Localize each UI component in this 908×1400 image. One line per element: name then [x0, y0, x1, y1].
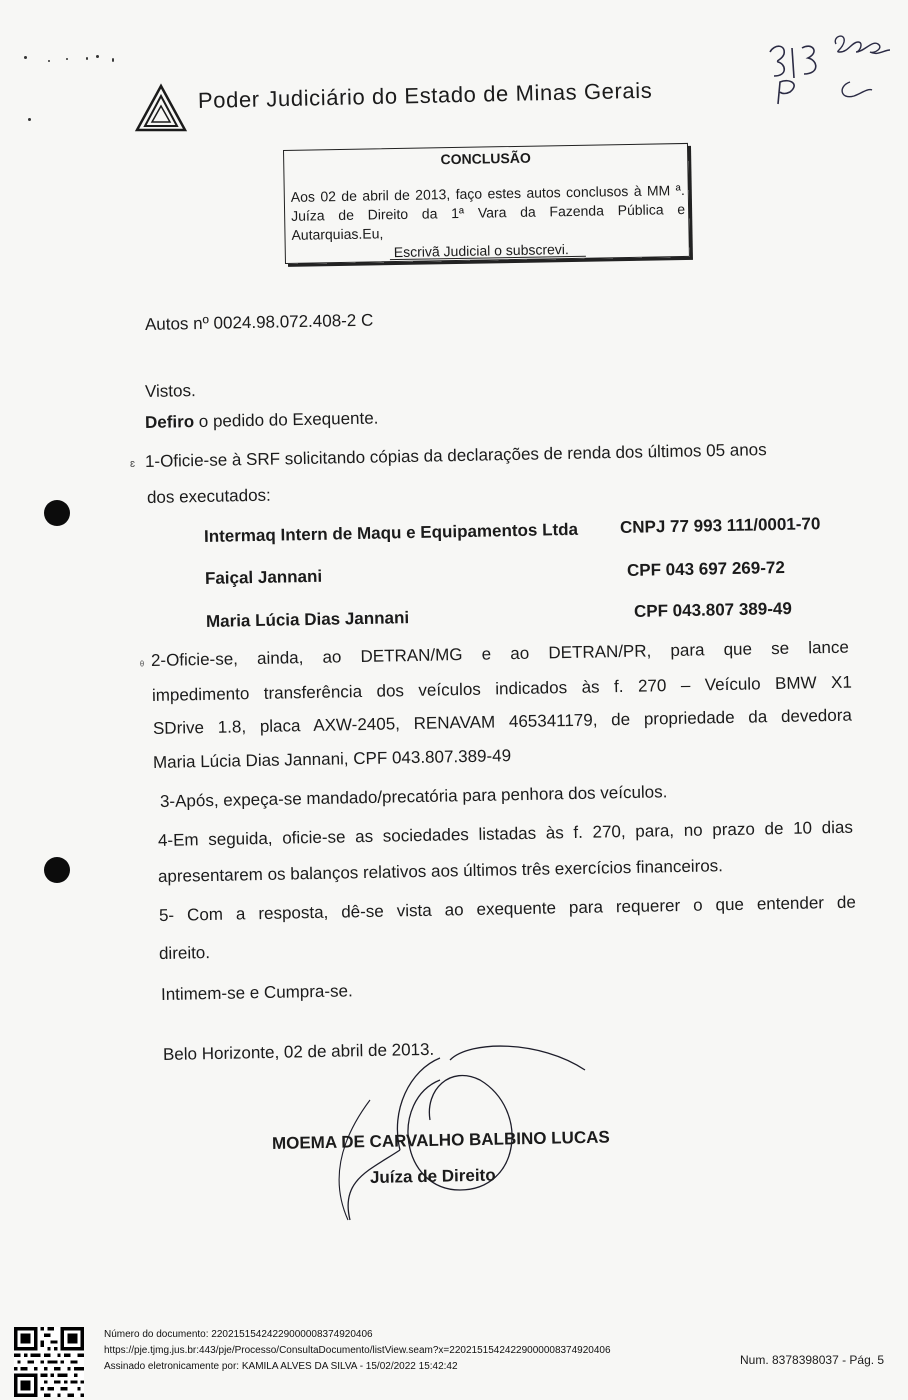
- place-date: Belo Horizonte, 02 de abril de 2013.: [162, 1039, 435, 1064]
- page-info: Num. 8378398037 - Pág. 5: [740, 1353, 885, 1367]
- court-name: Poder Judiciário do Estado de Minas Gerais: [197, 77, 653, 113]
- conclusao-text: Aos 02 de abril de 2013, faço estes autos conclusos à MM ª. Juíza de Direito da 1ª Vara da Fazenda Pública e Autarquias.Eu,: [290, 181, 686, 243]
- item2-line3: SDrive 1.8, placa AXW-2405, RENAVAM 465341179, de propriedade da devedora: [152, 705, 853, 738]
- electronic-signature-footer: [0, 1325, 908, 1400]
- defiro-word: Defiro: [144, 412, 195, 432]
- document-url: https://pje.tjmg.jus.br:443/pje/Processo/ConsultaDocumento/listView.seam?x=22021515424229000008374920406: [104, 1345, 611, 1356]
- intimem-line: Intimem-se e Cumpra-se.: [160, 981, 353, 1004]
- item3-line: 3-Após, expeça-se mandado/precatória para penhora dos veículos.: [159, 782, 668, 811]
- margin-mark-item1: ɛ: [130, 458, 136, 470]
- item5-line1: 5- Com a resposta, dê-se vista ao exequente para requerer o que entender de: [158, 892, 857, 925]
- defiro-line: [145, 408, 379, 434]
- punch-hole-bottom: [44, 857, 70, 883]
- executado-name: Maria Lúcia Dias Jannani: [205, 608, 410, 631]
- item4-line2: apresentarem os balanços relativos aos últimos três exercícios financeiros.: [157, 856, 724, 886]
- executado-doc: CNPJ 77 993 111/0001-70: [619, 514, 821, 537]
- punch-hole-top: [44, 500, 70, 526]
- item4-line1: 4-Em seguida, oficie-se as sociedades listadas às f. 270, para, no prazo de 10 dias: [157, 817, 854, 850]
- page-header: [132, 77, 752, 140]
- defiro-rest: o pedido do Exequente.: [193, 408, 379, 432]
- executado-name: Faiçal Jannani: [204, 566, 323, 588]
- item2-line2: impedimento transferência dos veículos indicados às f. 270 – Veículo BMW X1: [151, 672, 853, 705]
- executado-doc: CPF 043 697 269-72: [626, 557, 785, 580]
- vistos-line: Vistos.: [144, 381, 196, 401]
- qr-code-icon: [14, 1327, 84, 1397]
- conclusao-signature-line: Escrivã Judicial o subscrevi.: [393, 241, 569, 261]
- conclusao-box: [283, 143, 690, 264]
- item2-line1: 2-Oficie-se, ainda, ao DETRAN/MG e ao DETRAN/PR, para que se lance: [150, 637, 850, 670]
- document-number: Número do documento: 22021515424229000008374920406: [104, 1329, 373, 1340]
- court-triangle-logo-icon: [132, 80, 190, 136]
- item2-line4: Maria Lúcia Dias Jannani, CPF 043.807.389-49: [152, 746, 512, 772]
- item1-line1: 1-Oficie-se à SRF solicitando cópias da declarações de renda dos últimos 05 anos: [144, 440, 767, 471]
- executado-name: Intermaq Intern de Maqu e Equipamentos Ltda: [203, 519, 579, 546]
- autos-number: Autos nº 0024.98.072.408-2 C: [144, 310, 374, 334]
- signed-by: Assinado eletronicamente por: KAMILA ALVES DA SILVA - 15/02/2022 15:42:42: [104, 1361, 458, 1372]
- signer-role: Juíza de Direito: [369, 1165, 496, 1187]
- signer-name: MOEMA DE CARVALHO BALBINO LUCAS: [271, 1127, 610, 1153]
- item1-line2: dos executados:: [146, 485, 271, 507]
- handwritten-page-note: [760, 22, 900, 112]
- conclusao-title: CONCLUSÃO: [440, 149, 531, 168]
- item5-line2: direito.: [158, 943, 211, 963]
- margin-mark-item2: ᶿ: [140, 660, 145, 672]
- executado-doc: CPF 043.807 389-49: [633, 598, 792, 621]
